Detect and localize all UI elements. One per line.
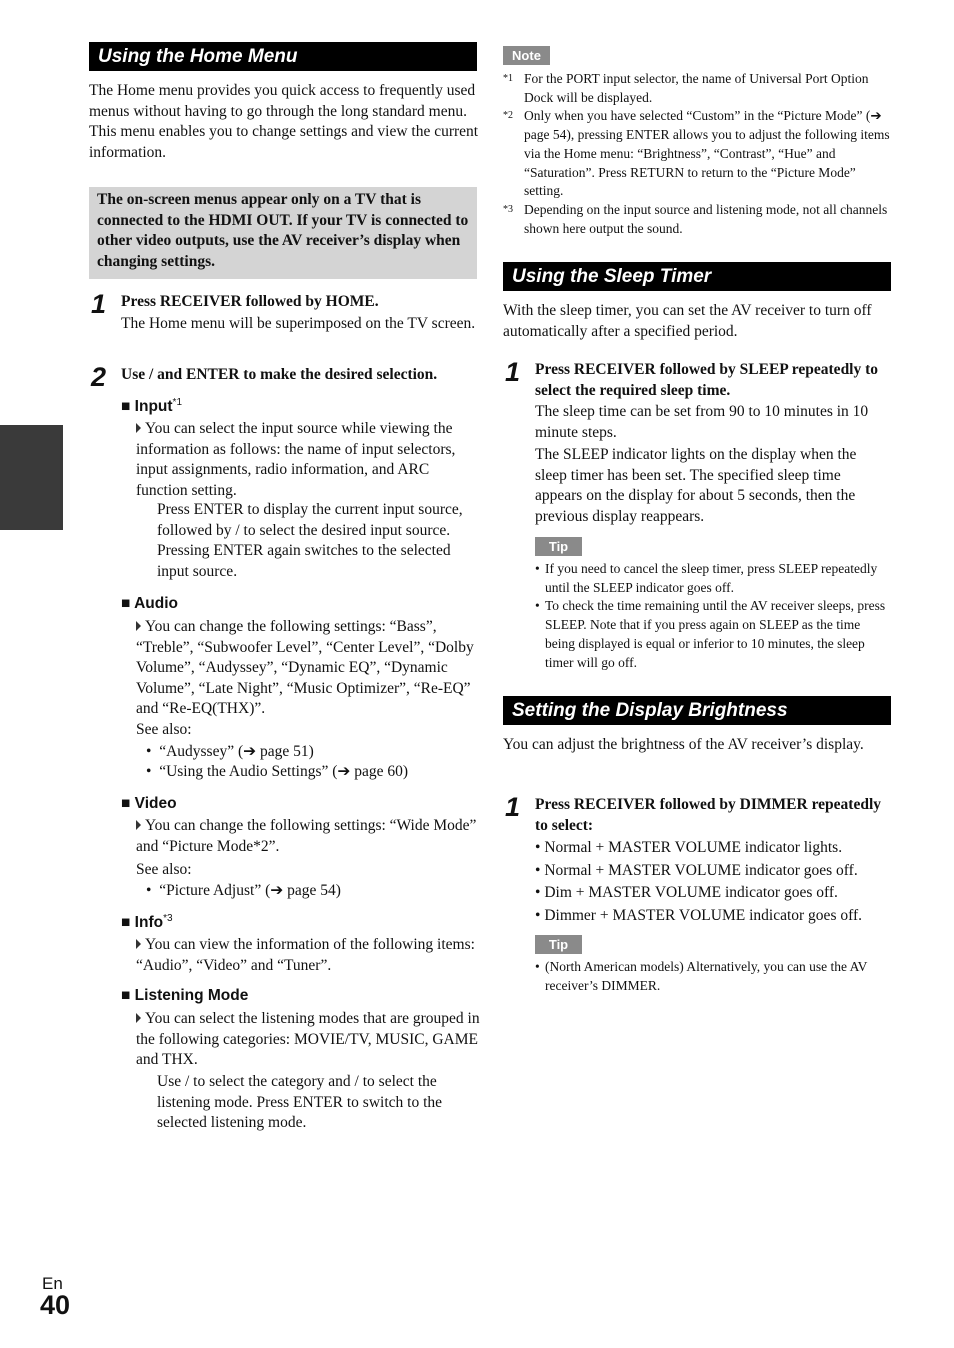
dim-options (535, 837, 895, 927)
tip-item: • If you need to cancel the sleep timer, press SLEEP repeatedly until the SLEEP indicator goes off. (535, 561, 878, 595)
sleep-body-2: The SLEEP indicator lights on the display when the sleep timer has been set. The specified sleep time appears on the display for about 5 seconds, then the previous display reappears. (535, 446, 857, 525)
subheading-audio: ■ Audio (121, 595, 178, 612)
dim-option: • Normal + MASTER VOLUME indicator goes off. (535, 861, 858, 879)
video-see-also: See also: (136, 861, 192, 878)
input-body: You can select the input source while viewing the information as follows: the name of input selectors, input assignments, radio information, and ARC function setting. (136, 420, 456, 499)
section-header-home-menu: Using the Home Menu (89, 42, 477, 71)
video-link-1[interactable]: • “Picture Adjust” (➔ page 54) (146, 882, 341, 899)
note-item: *2 Only when you have selected “Custom” in the “Picture Mode” (➔ page 54), pressing ENTER allows you to adjust the following items via the Home menu: “Brightness”, “Contrast”, “Hue” and “Saturation”. Press RETURN to return to the “Picture Mode” setting. (503, 108, 890, 199)
step2-title: Use / and ENTER to make the desired selection. (121, 366, 438, 383)
dim-tip: • (North American models) Alternatively, you can use the AV receiver’s DIMMER. (535, 959, 868, 993)
chapter-tab (0, 425, 63, 530)
step-number: 1 (505, 357, 521, 387)
language-label: En (42, 1274, 63, 1293)
step1-title: Press RECEIVER followed by HOME. (121, 293, 379, 310)
dim-intro: You can adjust the brightness of the AV receiver’s display. (503, 736, 864, 753)
audio-see-also: See also: (136, 721, 192, 738)
dim-option: • Dimmer + MASTER VOLUME indicator goes off. (535, 906, 863, 924)
note-badge: Note (503, 46, 550, 65)
audio-body: You can change the following settings: “Bass”, “Treble”, “Subwoofer Level”, “Center Level”, “Dolby Volume”, “Audyssey”, “Dynamic EQ”, “Dynamic Volume”, “Late Night”, “Music Optimizer”, “Re-EQ” and “Re-EQ(THX)”. (136, 618, 474, 717)
sleep-body-1: The sleep time can be set from 90 to 10 minutes in 10 minute steps. (535, 403, 869, 441)
dim-option: • Normal + MASTER VOLUME indicator lights. (535, 839, 843, 856)
input-body-2: Press ENTER to display the current input source, followed by / to select the desired input source. Pressing ENTER again switches to the selected input source. (157, 501, 463, 580)
note-item: *1 For the PORT input selector, the name of Universal Port Option Dock will be displayed. (503, 71, 869, 105)
tip-badge: Tip (535, 537, 582, 556)
section-header-display-brightness: Setting the Display Brightness (503, 696, 891, 725)
audio-link-2[interactable]: • “Using the Audio Settings” (➔ page 60) (146, 763, 409, 780)
notice-box (89, 187, 477, 279)
subheading-info: ■ Info$^{*3}$ (121, 913, 173, 932)
subheading-video: ■ Video (121, 795, 177, 812)
page-number: 40 (40, 1290, 71, 1320)
listening-mode-body-2: Use / to select the category and / to select the listening mode. Press ENTER to switch to the selected listening mode. (157, 1073, 443, 1131)
sleep-intro: With the sleep timer, you can set the AV receiver to turn off automatically after a specified period. (503, 302, 872, 340)
tip-badge: Tip (535, 935, 582, 954)
step1-body: The Home menu will be superimposed on the TV screen. (121, 315, 476, 332)
notes-list (503, 70, 891, 238)
listening-mode-body: You can select the listening modes that are grouped in the following categories: MOVIE/TV, MUSIC, GAME and THX. (136, 1010, 480, 1068)
step-number: 1 (91, 289, 107, 319)
subheading-input: ■ Input$^{*1}$ (121, 397, 182, 416)
audio-link-1[interactable]: • “Audyssey” (➔ page 51) (146, 743, 314, 760)
dim-option: • Dim + MASTER VOLUME indicator goes off. (535, 884, 838, 901)
home-menu-intro: The Home menu provides you quick access to frequently used menus without having to go through the long standard menu. This menu enables you to change settings and view the current information. (89, 82, 479, 161)
tip-item: • To check the time remaining until the AV receiver sleeps, press SLEEP. Note that if you press again on SLEEP as the time being displayed is equal or inferior to 10 minutes, the sleep timer will go off. (535, 598, 886, 670)
notice-text: The on-screen menus appear only on a TV that is connected to the HDMI OUT. If your TV is connected to other video outputs, use the AV receiver’s display when changing settings. (97, 191, 469, 270)
video-body: You can change the following settings: “Wide Mode” and “Picture Mode*2”. (136, 817, 477, 855)
subheading-listening-mode: ■ Listening Mode (121, 987, 249, 1004)
step-number: 2 (91, 362, 107, 392)
note-item: *3 Depending on the input source and listening mode, not all channels shown here output the sound. (503, 201, 888, 236)
sleep-tips (535, 560, 890, 672)
info-body: You can view the information of the following items: “Audio”, “Video” and “Tuner”. (136, 936, 475, 974)
step-number: 1 (505, 792, 521, 822)
sleep-step-title: Press RECEIVER followed by SLEEP repeatedly to select the required sleep time. (535, 361, 879, 399)
dim-step-title: Press RECEIVER followed by DIMMER repeatedly to select: (535, 796, 882, 834)
section-header-sleep-timer: Using the Sleep Timer (503, 262, 891, 291)
